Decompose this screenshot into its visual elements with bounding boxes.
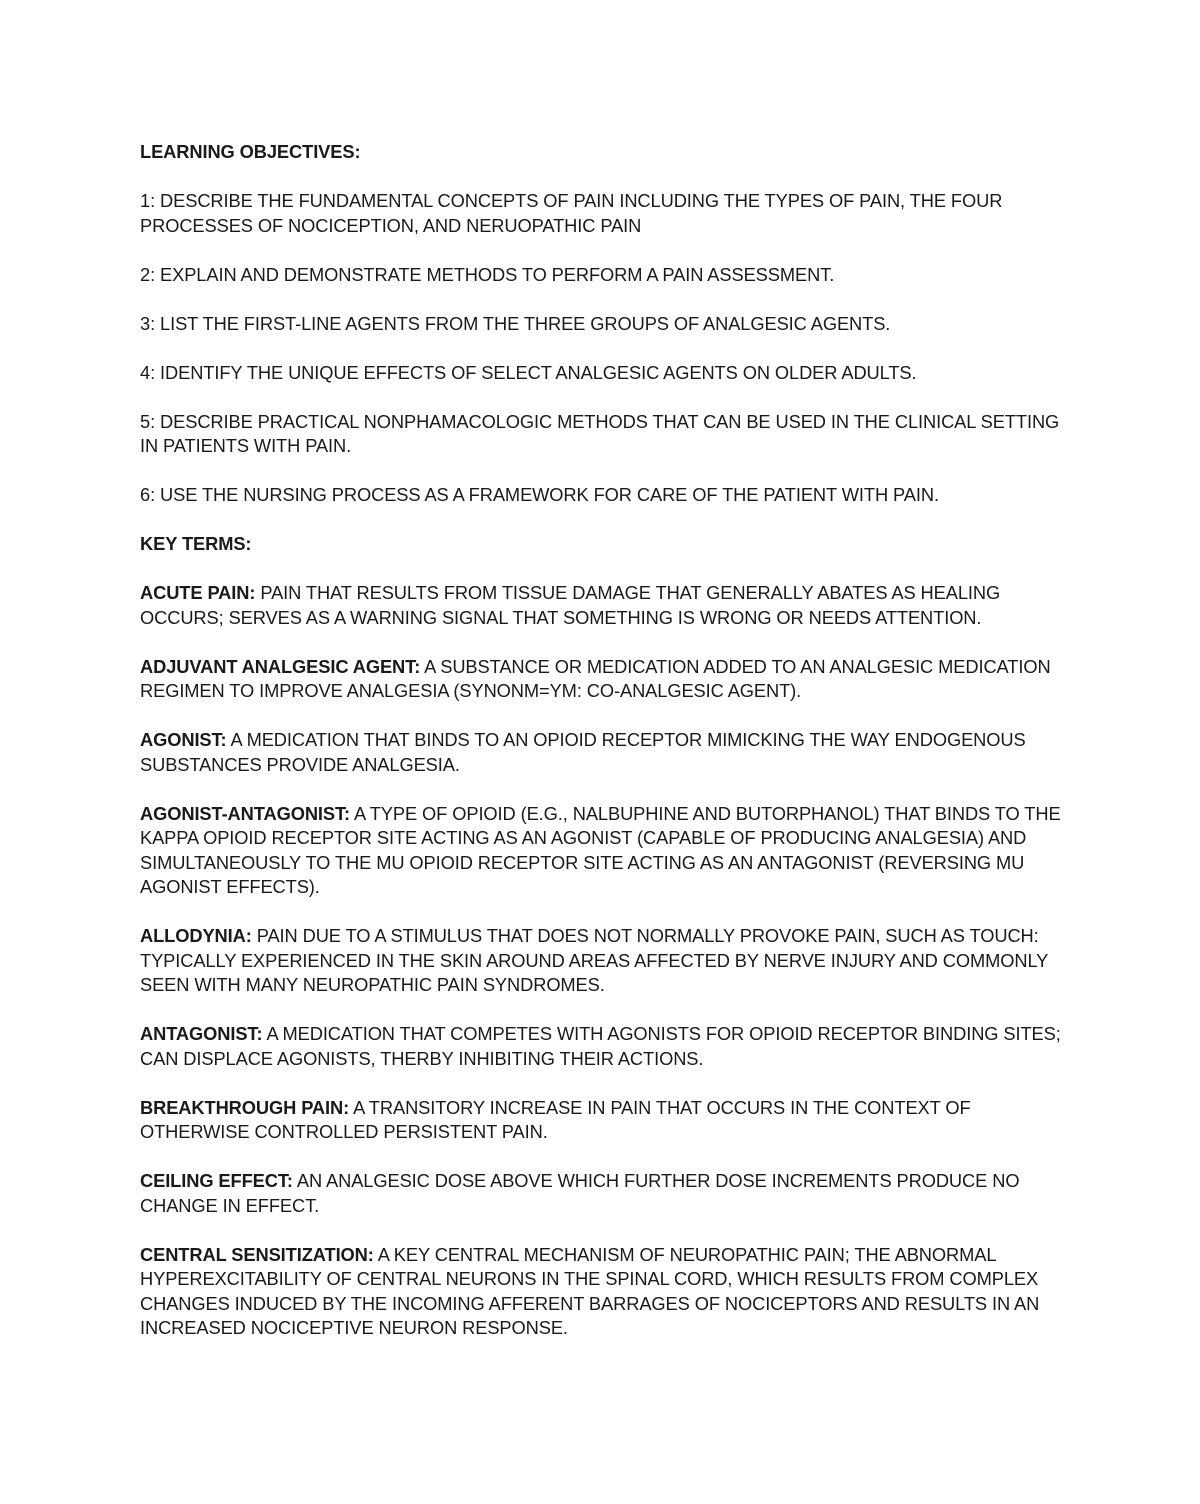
objective-item-3: 3: LIST THE FIRST-LINE AGENTS FROM THE THREE GROUPS OF ANALGESIC AGENTS.	[140, 312, 891, 334]
term-label: ANTAGONIST:	[140, 1023, 263, 1044]
term-label: AGONIST-ANTAGONIST:	[140, 802, 351, 824]
key-term-breakthrough-pain	[140, 1096, 1070, 1145]
objective-item-5: 5: DESCRIBE PRACTICAL NONPHAMACOLOGIC METHODS THAT CAN BE USED IN THE CLINICAL SETTING IN PATIENTS WITH PAIN.	[140, 410, 1060, 456]
objective-item-4: 4: IDENTIFY THE UNIQUE EFFECTS OF SELECT ANALGESIC AGENTS ON OLDER ADULTS.	[140, 361, 917, 383]
key-term-ceiling-effect	[140, 1169, 1070, 1218]
objective-item-2: 2: EXPLAIN AND DEMONSTRATE METHODS TO PERFORM A PAIN ASSESSMENT.	[140, 263, 835, 285]
objective-item-1: 1: DESCRIBE THE FUNDAMENTAL CONCEPTS OF PAIN INCLUDING THE TYPES OF PAIN, THE FOUR PROCESSES OF NOCICEPTION, AND NERUOPATHIC PAIN	[140, 190, 1003, 236]
term-label: ALLODYNIA:	[140, 925, 252, 946]
key-term-allodynia	[140, 924, 1070, 998]
term-definition: PAIN THAT RESULTS FROM TISSUE DAMAGE THAT GENERALLY ABATES AS HEALING OCCURS; SERVES AS A WARNING SIGNAL THAT SOMETHING IS WRONG OR NEEDS ATTENTION.	[140, 582, 1001, 628]
term-label: BREAKTHROUGH PAIN:	[140, 1096, 350, 1118]
term-definition: AN ANALGESIC DOSE ABOVE WHICH FURTHER DOSE INCREMENTS PRODUCE NO CHANGE IN EFFECT.	[140, 1170, 1020, 1216]
objective-item-6: 6: USE THE NURSING PROCESS AS A FRAMEWORK FOR CARE OF THE PATIENT WITH PAIN.	[140, 484, 939, 505]
term-label: AGONIST:	[140, 729, 227, 750]
key-term-antagonist	[140, 1022, 1070, 1071]
term-definition: A MEDICATION THAT BINDS TO AN OPIOID RECEPTOR MIMICKING THE WAY ENDOGENOUS SUBSTANCES PROVIDE ANALGESIA.	[140, 729, 1026, 775]
term-definition: A TYPE OF OPIOID (E.G., NALBUPHINE AND BUTORPHANOL) THAT BINDS TO THE KAPPA OPIOID RECEPTOR SITE ACTING AS AN AGONIST (CAPABLE OF PRODUCING ANALGESIA) AND SIMULTANEOUSLY TO THE MU OPIOID RECEPTOR SITE ACTING AS AN ANTAGONIST (REVERSING MU AGONIST EFFECTS).	[140, 802, 1061, 897]
term-definition: A SUBSTANCE OR MEDICATION ADDED TO AN ANALGESIC MEDICATION REGIMEN TO IMPROVE ANALGESIA (SYNONM=YM: CO-ANALGESIC AGENT).	[140, 655, 1051, 701]
term-label: ADJUVANT ANALGESIC AGENT:	[140, 655, 421, 677]
key-term-adjuvant-analgesic-agent	[140, 655, 1070, 704]
key-terms-heading: KEY TERMS:	[140, 533, 252, 554]
key-term-agonist	[140, 728, 1070, 777]
term-definition: A KEY CENTRAL MECHANISM OF NEUROPATHIC PAIN; THE ABNORMAL HYPEREXCITABILITY OF CENTRAL NEURONS IN THE SPINAL CORD, WHICH RESULTS FROM COMPLEX CHANGES INDUCED BY THE INCOMING AFFERENT BARRAGES OF NOCICEPTORS AND RESULTS IN AN INCREASED NOCICEPTIVE NEURON RESPONSE.	[140, 1243, 1040, 1338]
document-page	[140, 140, 1070, 1365]
term-label: CEILING EFFECT:	[140, 1170, 293, 1191]
term-definition: A TRANSITORY INCREASE IN PAIN THAT OCCURS IN THE CONTEXT OF OTHERWISE CONTROLLED PERSISTENT PAIN.	[140, 1096, 971, 1142]
term-label: ACUTE PAIN:	[140, 582, 256, 603]
term-label: CENTRAL SENSITIZATION:	[140, 1243, 374, 1265]
key-term-acute-pain	[140, 581, 1070, 630]
key-term-agonist-antagonist	[140, 802, 1070, 900]
term-definition: A MEDICATION THAT COMPETES WITH AGONISTS FOR OPIOID RECEPTOR BINDING SITES; CAN DISPLACE AGONISTS, THERBY INHIBITING THEIR ACTIONS.	[140, 1023, 1061, 1069]
learning-objectives-heading: LEARNING OBJECTIVES:	[140, 141, 361, 162]
key-term-central-sensitization	[140, 1243, 1070, 1341]
term-definition: PAIN DUE TO A STIMULUS THAT DOES NOT NORMALLY PROVOKE PAIN, SUCH AS TOUCH: TYPICALLY EXPERIENCED IN THE SKIN AROUND AREAS AFFECTED BY NERVE INJURY AND COMMONLY SEEN WITH MANY NEUROPATHIC PAIN SYNDROMES.	[140, 925, 1048, 995]
